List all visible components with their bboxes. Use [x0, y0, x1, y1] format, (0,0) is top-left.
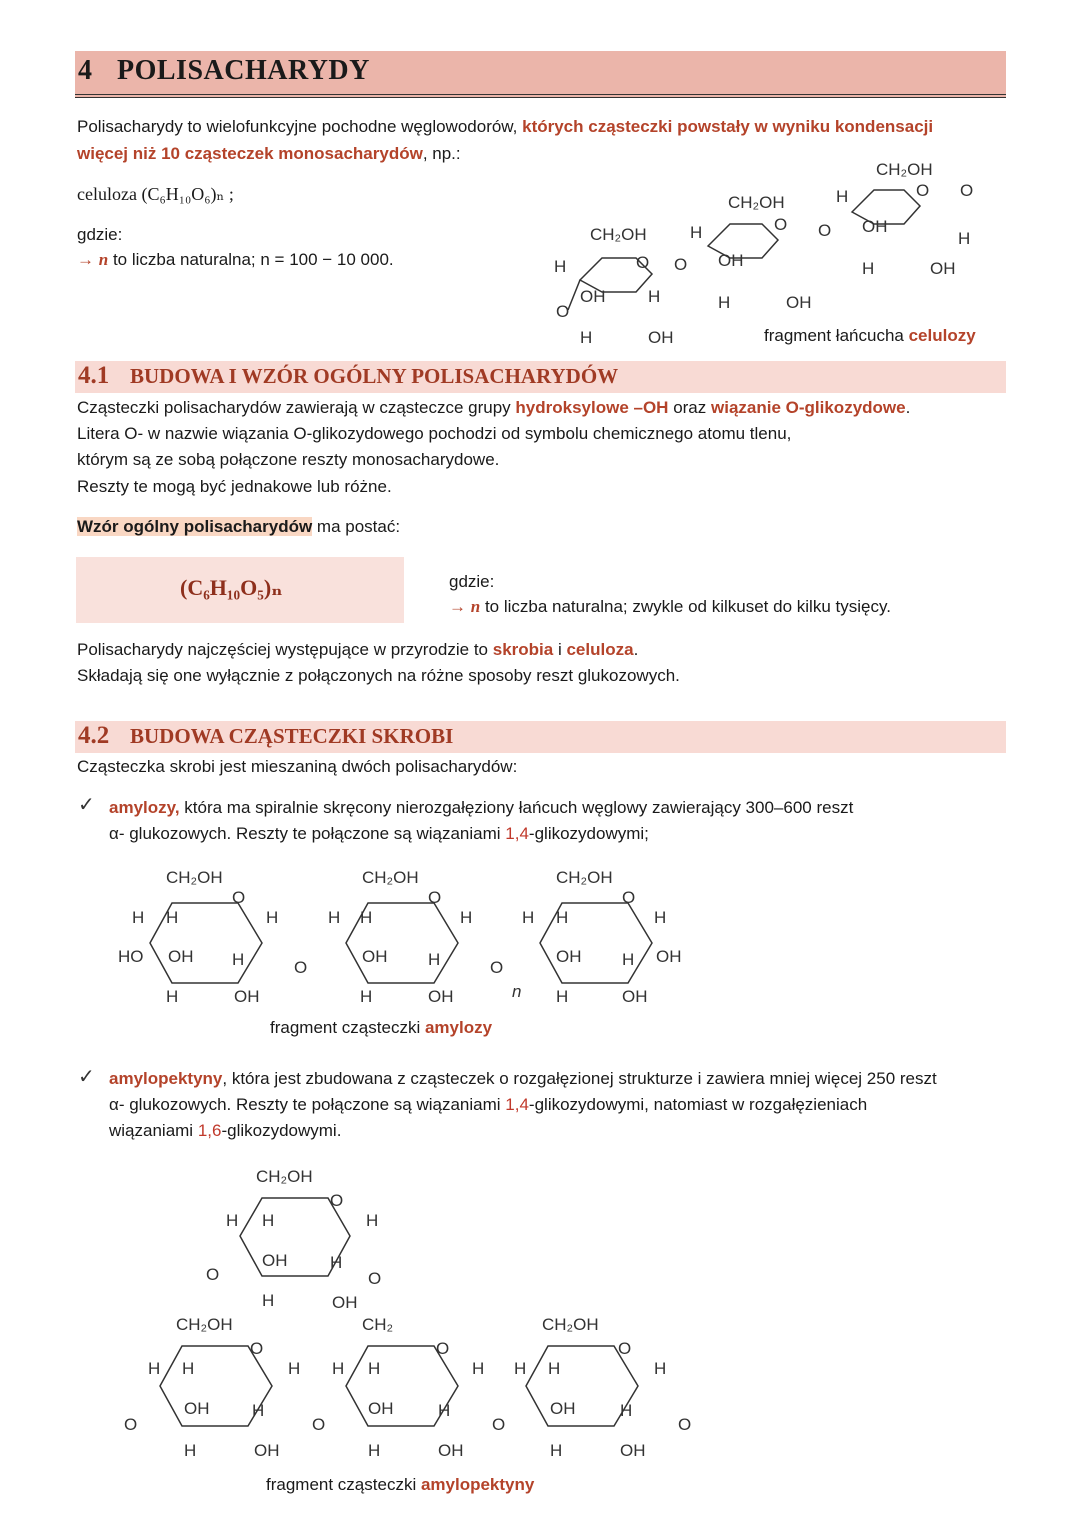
svg-text:H: H	[862, 259, 875, 278]
amylopectin-ring-2	[332, 1315, 505, 1460]
svg-text:H: H	[182, 1359, 195, 1378]
svg-text:OH: OH	[438, 1441, 464, 1460]
svg-text:CH₂OH: CH₂OH	[876, 160, 933, 179]
section-4-1-header	[75, 361, 1006, 393]
svg-text:OH: OH	[862, 217, 888, 236]
svg-text:O: O	[622, 888, 636, 907]
svg-text:H: H	[556, 908, 569, 927]
section-4-1-paragraph-3: którym są ze sobą połączone reszty monosacharydowe.	[77, 450, 500, 469]
section-4-1-title: BUDOWA I WZÓR OGÓLNY POLISACHARYDÓW	[130, 364, 619, 388]
svg-text:H: H	[262, 1291, 275, 1310]
svg-text:CH₂: CH₂	[362, 1315, 394, 1334]
svg-text:O: O	[960, 181, 974, 200]
svg-text:OH: OH	[368, 1399, 394, 1418]
intro-line-2: więcej niż 10 cząsteczek monosacharydów, np.:	[77, 144, 461, 163]
svg-text:OH: OH	[656, 947, 682, 966]
formula-n-definition: → n to liczba naturalna; zwykle od kilkuset do kilku tysięcy.	[449, 597, 891, 616]
cellulose-formula: celuloza (C₆H₁₀O₆)ₙ ;	[77, 184, 234, 204]
svg-text:H: H	[556, 987, 569, 1006]
check-icon: ✓	[78, 794, 95, 816]
amylopectin-ring-3	[514, 1315, 691, 1460]
amylose-ring-3	[522, 868, 682, 1006]
svg-text:H: H	[718, 293, 731, 312]
svg-text:H: H	[428, 950, 441, 969]
svg-text:H: H	[166, 987, 179, 1006]
svg-text:OH: OH	[556, 947, 582, 966]
svg-text:CH₂OH: CH₂OH	[166, 868, 223, 887]
svg-text:H: H	[554, 257, 567, 276]
section-4-1-paragraph-5: Polisacharydy najczęściej występujące w przyrodzie to skrobia i celuloza.	[77, 640, 639, 659]
svg-text:H: H	[690, 223, 703, 242]
svg-text:O: O	[124, 1415, 138, 1434]
svg-text:O: O	[368, 1269, 382, 1288]
general-formula: (C₆H₁₀O₅)ₙ	[180, 575, 283, 600]
svg-text:H: H	[548, 1359, 561, 1378]
chapter-title: POLISACHARYDY	[117, 55, 370, 86]
section-4-2-number: 4.2	[78, 722, 110, 749]
svg-text:OH: OH	[184, 1399, 210, 1418]
amylopectin-ring-1	[124, 1315, 325, 1460]
amylopectin-structure	[110, 1160, 730, 1480]
svg-text:CH₂OH: CH₂OH	[590, 225, 647, 244]
amylose-caption: fragment cząsteczki amylozy	[270, 1018, 493, 1037]
svg-text:H: H	[648, 287, 661, 306]
svg-text:OH: OH	[362, 947, 388, 966]
svg-text:O: O	[818, 221, 832, 240]
svg-text:OH: OH	[262, 1251, 288, 1270]
general-formula-label: Wzór ogólny polisacharydów ma postać:	[77, 517, 401, 536]
svg-text:H: H	[368, 1441, 381, 1460]
intro-n-definition: → n to liczba naturalna; n = 100 − 10 000.	[77, 250, 394, 269]
section-4-2-header	[75, 721, 1006, 753]
svg-text:CH₂OH: CH₂OH	[256, 1167, 313, 1186]
svg-text:O: O	[492, 1415, 506, 1434]
svg-text:H: H	[262, 1211, 275, 1230]
svg-text:H: H	[330, 1253, 343, 1272]
amylose-line-2: α- glukozowych. Reszty te połączone są wiązaniami 1,4-glikozydowymi;	[109, 824, 649, 843]
svg-text:H: H	[620, 1401, 633, 1420]
amylopectin-caption: fragment cząsteczki amylopektyny	[266, 1475, 535, 1494]
svg-text:H: H	[460, 908, 473, 927]
svg-text:OH: OH	[648, 328, 674, 347]
svg-text:H: H	[166, 908, 179, 927]
cellulose-caption: fragment łańcucha celulozy	[764, 326, 976, 345]
svg-text:H: H	[332, 1359, 345, 1378]
amylose-ring-2	[328, 868, 521, 1006]
svg-text:H: H	[514, 1359, 527, 1378]
svg-text:H: H	[438, 1401, 451, 1420]
chapter-header	[75, 51, 1006, 98]
amylopectin-branch-ring	[206, 1167, 381, 1312]
svg-text:H: H	[132, 908, 145, 927]
svg-text:OH: OH	[620, 1441, 646, 1460]
svg-text:CH₂OH: CH₂OH	[362, 868, 419, 887]
svg-text:O: O	[916, 181, 930, 200]
svg-text:H: H	[580, 328, 593, 347]
check-icon: ✓	[78, 1066, 95, 1088]
section-4-2-title: BUDOWA CZĄSTECZKI SKROBI	[130, 724, 454, 748]
svg-text:OH: OH	[428, 987, 454, 1006]
svg-text:O: O	[250, 1339, 264, 1358]
svg-text:CH₂OH: CH₂OH	[176, 1315, 233, 1334]
svg-text:OH: OH	[580, 287, 606, 306]
svg-text:OH: OH	[622, 987, 648, 1006]
svg-text:O: O	[636, 253, 650, 272]
svg-text:H: H	[522, 908, 535, 927]
svg-text:H: H	[366, 1211, 379, 1230]
svg-text:H: H	[232, 950, 245, 969]
amylose-line-1: amylozy, która ma spiralnie skręcony nierozgałęziony łańcuch węglowy zawierający 300–600 reszt	[109, 798, 854, 817]
svg-text:OH: OH	[168, 947, 194, 966]
amylose-ring-1	[118, 868, 307, 1006]
cellulose-ring-3	[818, 160, 973, 278]
svg-text:H: H	[266, 908, 279, 927]
svg-text:OH: OH	[234, 987, 260, 1006]
svg-text:H: H	[368, 1359, 381, 1378]
svg-text:O: O	[618, 1339, 632, 1358]
cellulose-ring-2	[674, 193, 812, 312]
svg-text:O: O	[436, 1339, 450, 1358]
svg-text:H: H	[360, 908, 373, 927]
svg-text:H: H	[622, 950, 635, 969]
svg-text:O: O	[556, 302, 570, 321]
svg-text:OH: OH	[718, 251, 744, 270]
svg-text:O: O	[678, 1415, 692, 1434]
amylose-structure	[110, 855, 710, 1015]
svg-text:OH: OH	[786, 293, 812, 312]
svg-text:O: O	[206, 1265, 220, 1284]
svg-text:H: H	[550, 1441, 563, 1460]
amylopectin-line-3: wiązaniami 1,6-glikozydowymi.	[109, 1121, 342, 1140]
svg-text:H: H	[328, 908, 341, 927]
svg-text:O: O	[330, 1191, 344, 1210]
section-4-1-number: 4.1	[78, 362, 110, 389]
svg-text:H: H	[226, 1211, 239, 1230]
svg-text:H: H	[184, 1441, 197, 1460]
section-4-1-paragraph-4: Reszty te mogą być jednakowe lub różne.	[77, 477, 392, 496]
svg-text:H: H	[654, 908, 667, 927]
svg-text:H: H	[252, 1401, 265, 1420]
svg-text:OH: OH	[254, 1441, 280, 1460]
svg-text:CH₂OH: CH₂OH	[728, 193, 785, 212]
svg-text:H: H	[654, 1359, 667, 1378]
svg-text:O: O	[428, 888, 442, 907]
svg-text:OH: OH	[332, 1293, 358, 1312]
general-formula-box	[76, 557, 404, 623]
svg-text:OH: OH	[930, 259, 956, 278]
svg-text:O: O	[490, 958, 504, 977]
amylopectin-line-2: α- glukozowych. Reszty te połączone są wiązaniami 1,4-glikozydowymi, natomiast w rozgałęzieniach	[109, 1095, 868, 1114]
svg-text:n: n	[512, 982, 522, 1001]
intro-line-1: Polisacharydy to wielofunkcyjne pochodne węglowodorów, których cząsteczki powstały w wyniku kondensacji	[77, 117, 934, 136]
svg-text:OH: OH	[550, 1399, 576, 1418]
section-4-1-paragraph-2: Litera O- w nazwie wiązania O-glikozydowego pochodzi od symbolu chemicznego atomu tlenu,	[77, 424, 792, 443]
svg-text:CH₂OH: CH₂OH	[556, 868, 613, 887]
svg-text:H: H	[836, 187, 849, 206]
svg-text:H: H	[958, 229, 971, 248]
chapter-number: 4	[78, 55, 92, 86]
svg-text:H: H	[148, 1359, 161, 1378]
svg-text:CH₂OH: CH₂OH	[542, 1315, 599, 1334]
svg-text:H: H	[360, 987, 373, 1006]
cellulose-ring-1	[554, 225, 674, 347]
svg-text:O: O	[312, 1415, 326, 1434]
section-4-1-paragraph-1: Cząsteczki polisacharydów zawierają w cząsteczce grupy hydroksylowe –OH oraz wiązanie O-glikozydowe.	[77, 398, 911, 417]
svg-text:HO: HO	[118, 947, 144, 966]
svg-text:H: H	[288, 1359, 301, 1378]
intro-where-label: gdzie:	[77, 225, 123, 244]
formula-where-label: gdzie:	[449, 572, 495, 591]
svg-text:O: O	[674, 255, 688, 274]
svg-text:O: O	[232, 888, 246, 907]
section-4-1-paragraph-6: Składają się one wyłącznie z połączonych na różne sposoby reszt glukozowych.	[77, 666, 680, 685]
svg-text:H: H	[472, 1359, 485, 1378]
section-4-2-intro: Cząsteczka skrobi jest mieszaniną dwóch polisacharydów:	[77, 757, 518, 776]
amylopectin-line-1: amylopektyny, która jest zbudowana z cząsteczek o rozgałęzionej strukturze i zawiera mniej więcej 250 reszt	[109, 1069, 937, 1088]
svg-text:O: O	[774, 215, 788, 234]
svg-text:O: O	[294, 958, 308, 977]
